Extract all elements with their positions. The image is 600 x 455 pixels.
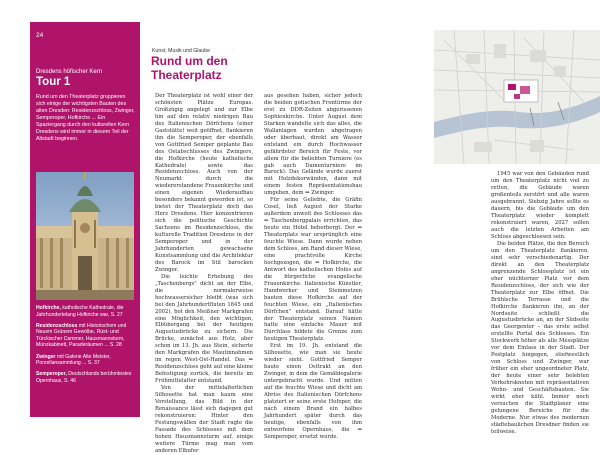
paragraph: Der Theaterplatz ist wohl einer der schönsten Plätze Europas. Großzügig angelegt und zur Elbe hin auf den relativ niedrigen Bau des Italienischen Dörfchens (einer Gaststätte) weit geöffnet, flankieren ihn die Semperoper, der ebenfalls von Gottfried Semper geplante Bau des Ostabschlusses des Zwingers, die Hofkirche (heute katholische Kathedrale) sowie das Residenzschloss. Auch von der Neumarkt durch die wiedererstandene Frauenkirche und einen eigenen Wiederaufbau besonders bekannt geworden ist, so bietet der Theaterplatz doch das Herz Dresdens. Hier konzentrieren sich die politische Geschichte Sachsens im Residenzschloss, die kulturelle Tradition Dresdens in der Semperoper und in der Jahrhunderten gewachsene Kunstsammlung und die Architektur des Barock im Stil barocken Zwinger. [155,93,253,273]
paragraph: Die leichte Erhebung des „Taschenbergs" dicht an der Elbe, die normalerweise hochwassersicher bleibt (was sich bei den Jahrhundertfluten 1845 und 2002), bot den Meißner Markgrafen eine Möglichkeit, den wichtigen, Elbübergang bei der heutigen Augustusbrücke zu sichern. Die Brücke, zunächst aus Holz, aber schon im 13. Jh. aus Stein, sicherte den Markgrafen die Mautinnahmen im regen West-Ost-Handel. Das ⇒ Residenzschloss geht auf eine kleine Befestigung zurück, die bereits im Frühmittelalter entstand. [155,273,253,385]
text-column-4 [491,241,589,436]
highlight-list [36,305,136,389]
tour-sidebar [30,22,140,417]
text-column-3 [491,171,589,241]
highlight-item: Residenzschloss mit Historischem und Neuem Grünem Gewölbe, Rüst- und Türckischer Cammer, Hausmannsturm, Münzkabinett, Paraderäumen ... S. 28 [36,322,127,349]
paragraph: Von der mittelalterlichen Silhouette hat man kaum eine Vorstellung, das Bild in der Renaissance lässt sich dagegen gut rekonstruieren: Hinter den Festungswällen der Stadt ragte die Fassade des Schlosses mit dem hohen Hausmannsturm auf, einige weitere Türme mag man vom anderen Elbufer [155,385,253,454]
paragraph: Die beiden Plätze, die den Bereich um den Theaterplatz flankieren, sind sehr verschiedenartig. Der direkt an den Theaterplatz angrenzende Schlossplatz ist ein eher nüchterner Platz vor dem Residenzschloss, der sich wie der Theaterplatz zur Elbe öffnet. Die Brühlsche Terrasse und die Hofkirche flankieren ihn, an der Nordseite schließt die Augustusbrücke an, an der Südseite das Georgentor – das erste selbst erstellte Portal des Schlosses. Ein Stockwerk höher als alle Messplätze vor dem Einlass in der Stadt. Der Postplatz hingegen, stiefwestlich von Schloss und Zwinger, war früher ein eher ungeordneter Platz, der heute einer sehr belebten Verkehrsknoten mit repräsentativen Wohn- und Geschäftsbauten. Sie wirkt eher kühl. Immer noch versuchen die Stadtplaner eine gelungene Bereiche für die Moderne. Nur etwas des modernen städtebaulichen Dresdner finden sie teilweise. [491,241,589,435]
highlight-item: Semperoper, Deutschlands berühmtestes Opernhaus, S. 46 [36,371,132,384]
paragraph: aus gesehen haben, sicher jedoch die beiden gotischen Frontürme der erst zu DDR-Zeiten abgerissenen Sophienkirche. Unter August dem Starken wandelte sich das alles, die Wallanlagen wurden abgetragen oder überbaut, direkt am Wasser entstand ein durch Hochwasser gefährdeter Bereich für Feste, vor allem für die beliebten Turniere (es gab auch Damenturniere im Barock). Das Gelände wurde zuerst mit Holzdekorwänden, dann mit einem festen Repräsentationsbau umgeben, dem ⇒ Zwinger. [264,93,362,197]
tour-intro: Rund um den Theaterplatz gruppieren sich einige der wichtigsten Bauten des alten Dresden: Residenzschloss, Zwinger, Semperoper, Hofkirche ... Ein Spaziergang durch den kulturellen Kern Dresdens wird immer in diesem Teil der Altstadt beginnen. [36,94,135,142]
section-label: Dresdens höfischer Kern [36,69,103,75]
paragraph: Erst im 19. Jh. entstand die Silhouette, wie man sie heute wieder sieht. Gottfried Semper baute einen Osttrakt an den Zwinger, in dem die Gemäldegalerie untergebracht wurde. Und mitten auf die feuchte Wiese und dicht am Abriss des Italienischen Dörfchens platziert er seine erste Hofoper, die nach einem Brand ein halbes Jahrhundert später durch das heutige, ebenfalls von ihm entworfene Opernhaus, die ⇒ Semperoper, ersetzt wurde. [264,343,362,440]
highlight-item: Zwinger mit Galerie Alte Meister, Porzellansammlung ... S. 37 [36,353,111,367]
highlight-item: Hofkirche, katholische Kathedrale, die Jahrhundertelang Hofkirche war, S. 27 [36,305,124,318]
city-map [434,30,600,164]
page-number: 24 [36,32,44,39]
tour-title: Tour 1 [36,76,71,88]
text-column-1 [155,93,253,455]
article-title: Rund um den Theaterplatz [151,54,228,82]
text-column-2 [264,93,362,441]
paragraph: 1945 war von den Gebäuden rund um den Theaterplatz nicht viel zu retten, die Gebäude waren großenteils zerstört und alle waren ausgebrannt. Siebzig Jahre sollte es dauern, bis die Gebäude um den Theaterplatz wieder komplett rekonstruiert waren, 2027 sollen auch die letzten Arbeiten am Schloss abgeschlossen sein. [491,171,589,240]
running-head: Kunst, Musik und Glaube [152,48,210,54]
paragraph: Für seine Geliebte, die Gräfin Cosel, ließ August der Starke außerdem unweit des Schlosses das ⇒ Taschenbergpalais errichten, das heute ein Hotel beherbergt. Der ⇒ Theaterplatz war ursprünglich eine feuchte Wiese. Dann wurde neben dem Schloss, am Rand dieser Wiese, eine prachtvolle Kirche hochgezogen, die ⇒ Hofkirche, die Antwort des katholischen Hofes auf die bürgerliche evangelische Frauenkirche. Italienische Künstler, Handwerker und Steinmetzen bauten diese Hofkirche auf der feuchten Wiese, ein „Italienisches Dörfchen" entstand. Darauf hätte der Theaterplatz seinen Namen hatte eine einfache Mauer mit Durchlass bildete die Grenze zum heutigen Theaterplatz. [264,197,362,343]
zwinger-photo [36,172,134,300]
